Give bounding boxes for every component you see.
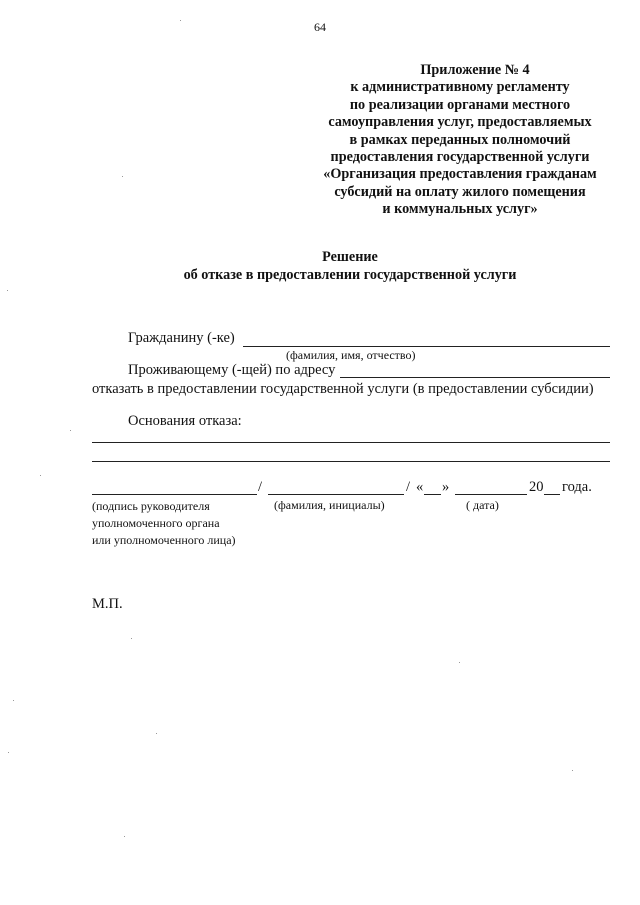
- name-caption: (фамилия, инициалы): [274, 498, 385, 512]
- slash-separator: /: [406, 479, 411, 495]
- year-prefix: 20: [529, 479, 544, 495]
- scan-speck: [70, 430, 71, 431]
- appendix-title: Приложение № 4: [420, 62, 530, 78]
- appendix-line: по реализации органами местного: [349, 96, 571, 113]
- stamp-place: М.П.: [92, 596, 123, 612]
- grounds-label: Основания отказа:: [128, 413, 242, 429]
- citizen-caption: (фамилия, имя, отчество): [286, 348, 416, 362]
- signature-caption-line: (подпись руководителя: [92, 499, 210, 513]
- date-close-quote: »: [442, 479, 450, 495]
- address-label: Проживающему (-щей) по адресу: [128, 362, 336, 378]
- scan-speck: [124, 836, 125, 837]
- appendix-line: «Организация предоставления гражданам: [323, 166, 597, 183]
- refuse-text: отказать в предоставлении государственной услуги (в предоставлении субсидии): [92, 381, 594, 397]
- title-decision: Решение: [322, 249, 378, 265]
- scan-speck: [122, 176, 123, 177]
- document-title: [0, 248, 640, 284]
- grounds-line-2[interactable]: [92, 461, 610, 462]
- scan-speck: [7, 290, 8, 291]
- signature-line[interactable]: [92, 494, 257, 495]
- scan-speck: [156, 733, 157, 734]
- signature-caption: [92, 498, 236, 549]
- address-line[interactable]: [340, 377, 610, 378]
- appendix-line: предоставления государственной услуги: [330, 149, 590, 166]
- date-caption: ( дата): [466, 498, 499, 512]
- appendix-line: самоуправления услуг, предоставляемых: [328, 114, 592, 131]
- day-line[interactable]: [424, 494, 441, 495]
- scan-speck: [13, 700, 14, 701]
- scan-speck: [40, 475, 41, 476]
- scan-speck: [8, 752, 9, 753]
- appendix-line: субсидий на оплату жилого помещения: [334, 183, 586, 200]
- name-initials-line[interactable]: [268, 494, 404, 495]
- appendix-line: к административному регламенту: [350, 79, 570, 96]
- page-number: 64: [314, 20, 326, 34]
- appendix-line: в рамках переданных полномочий: [349, 131, 571, 148]
- date-open-quote: «: [416, 479, 424, 495]
- title-subject: об отказе в предоставлении государственной услуги: [183, 267, 517, 283]
- citizen-label: Гражданину (-ке): [128, 330, 235, 346]
- month-line[interactable]: [455, 494, 527, 495]
- appendix-line: и коммунальных услуг»: [382, 201, 538, 218]
- scan-speck: [572, 770, 573, 771]
- year-line[interactable]: [544, 494, 560, 495]
- grounds-line-1[interactable]: [92, 442, 610, 443]
- appendix-header: [300, 62, 620, 219]
- scan-speck: [180, 20, 181, 21]
- citizen-name-line[interactable]: [243, 346, 610, 347]
- scan-speck: [459, 662, 460, 663]
- year-suffix: года.: [562, 479, 592, 495]
- scan-speck: [131, 638, 132, 639]
- signature-caption-line: или уполномоченного лица): [92, 533, 236, 547]
- signature-caption-line: уполномоченного органа: [92, 516, 220, 530]
- slash-separator: /: [258, 479, 263, 495]
